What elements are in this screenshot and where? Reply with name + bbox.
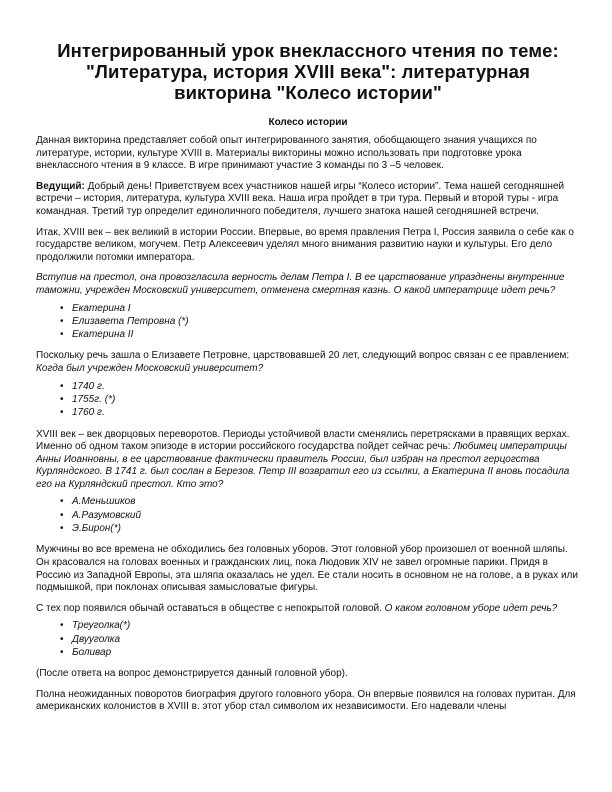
question-4-options [36,619,580,659]
list-item: • Э.Бирон(*) [72,522,580,535]
peter-paragraph: Итак, XVIII век – век великий в истории России. Впервые, во время правления Петра I, Россия заявила о себе как о государстве великом, могучем. Петр Алексеевич уделял много внимания развитию науки и культуры. Его дело продолжили потомки императора. [36,226,574,263]
question-2-text: Когда был учрежден Московский университет? [36,363,264,375]
question-1: Вступив на престол, она провозгласила верность делам Петра I. В ее царствование упразднены внутренние таможни, учрежден Московский университет, отменена смертная казнь. О какой императрице идет речь? [36,272,565,296]
question-3 [36,429,580,492]
question-3-text: Любимец императрицы Анны Иоанновны, в ее царствование фактически правитель России, был избран на престол герцогства Курляндского. В 1741 г. был сослан в Березов. Петр III возвратил его из ссылки, а Екатерина II вновь посадила его на Курляндский престол. Кто это? [36,441,570,490]
list-item: • 1760 г. [72,406,580,419]
host-paragraph [36,181,580,219]
demo-note: (После ответа на вопрос демонстрируется данный головной убор). [36,668,348,680]
question-4-lead: С тех пор появился обычай оставаться в обществе с непокрытой головой. [36,602,385,614]
list-item: • Двууголка [72,633,580,646]
list-item: • А.Меньшиков [72,495,580,508]
question-4 [36,603,580,616]
question-4-text: О каком головном уборе идет речь? [384,602,558,614]
list-item: • Екатерина I [72,302,580,315]
list-item: • Треуголка(*) [72,619,580,632]
host-text: Добрый день! Приветствуем всех участников нашей игры “Колесо истории”. Тема нашей сегодняшней встречи – история, литература, культура XVIII века. Наша игра пройдет в три тура. Первый и второй туры - игра командная. Третий тур определит единоличного победителя, лучшего знатока нашей сегодняшней встречи. [36,180,565,217]
host-label: Ведущий: [36,180,85,192]
question-3-lead: XVIII век – век дворцовых переворотов. Периоды устойчивой власти сменялись перетрясками в правящих верхах. Именно об одном таком эпизоде в истории российского государства пойдет сейчас речь: [36,428,570,453]
page-title: Интегрированный урок внеклассного чтения по теме: "Литература, история XVIII века": литературная викторина "Колесо истории" [57,40,559,103]
question-2-options [36,380,580,420]
list-item: • 1755г. (*) [72,393,580,406]
question-1-options [36,302,580,342]
hats-paragraph: Мужчины во все времена не обходились без головных уборов. Этот головной убор произошел от военной шляпы. Он красовался на головах военных и гражданских лиц, пока Людовик XIV не завел огромные парики. Придя в Россию из Западной Европы, эта шляпа оказалась не удел. Ее стали носить в основном не на голове, а в руках или подмышкой, при поклонах описывая замысловатые фигуры. [36,544,578,594]
list-item: • 1740 г. [72,380,580,393]
list-item: • Елизавета Петровна (*) [72,315,580,328]
section-subtitle: Колесо истории [268,117,348,128]
list-item: • Боливар [72,646,580,659]
question-2-lead: Поскольку речь зашла о Елизавете Петровне, царствовавшей 20 лет, следующий вопрос связан с ее правлением: [36,350,570,362]
intro-paragraph: Данная викторина представляет собой опыт интегрированного занятия, обобщающего знания учащихся по литературе, истории, культуре XVIII в. Материалы викторины можно использовать при подготовке урока внеклассного чтения в 9 классе. В игре принимают участие 3 команды по 3 –5 человек. [36,135,537,172]
list-item: • Екатерина II [72,328,580,341]
list-item: • А.Разумовский [72,509,580,522]
last-paragraph: Полна неожиданных поворотов биография другого головного убора. Он впервые появился на головах пуритан. Для американских колонистов в XVIII в. этот убор стал символом их независимости. Его надевали члены [36,688,576,713]
document-page [36,40,580,722]
question-2 [36,350,580,375]
question-3-options [36,495,580,535]
